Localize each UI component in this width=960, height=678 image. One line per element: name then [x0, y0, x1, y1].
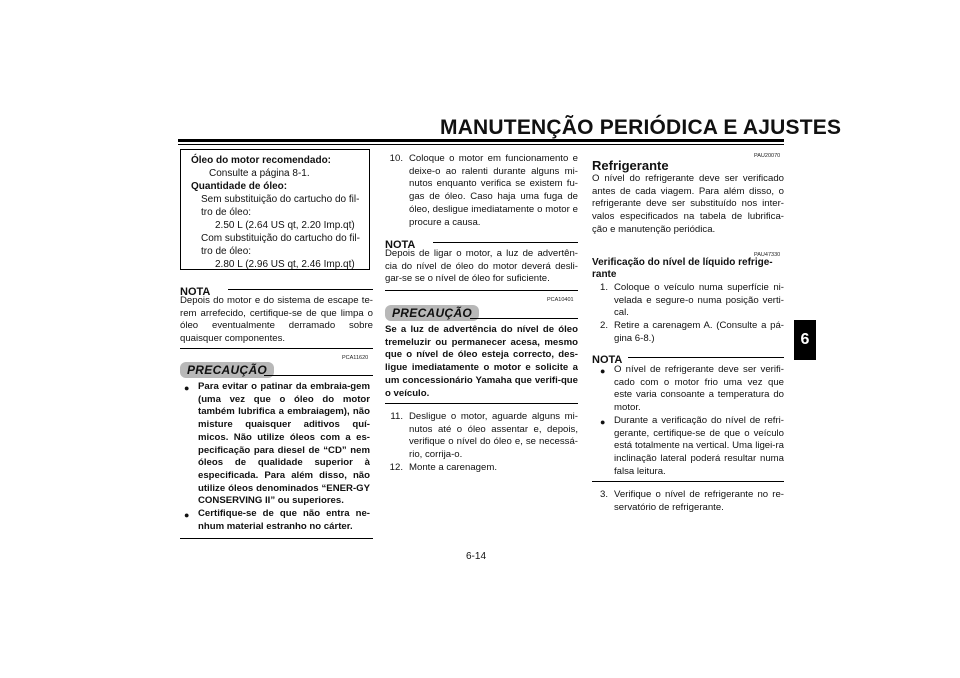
- step-item: [592, 320, 784, 345]
- text-line: óleo eventualmente derramado sobre: [180, 320, 373, 332]
- step-text: Retire a carenagem A. (Consulte a pá-gina 6-8.): [614, 320, 784, 344]
- step-text: Verifique o nível de refrigerante no re-servatório de refrigerante.: [614, 489, 784, 513]
- nota-label: NOTA: [592, 354, 623, 366]
- spec-value: tro de óleo:: [201, 207, 252, 218]
- bullet-text: O nível de refrigerante deve ser verifi-cado com o motor frio uma vez que este varia consoante a temperatura do motor.: [614, 364, 784, 414]
- step-number: 3.: [599, 489, 608, 500]
- caution-rule: [470, 318, 578, 319]
- header-rule-thin: [178, 144, 784, 145]
- bullet-text: Certifique-se de que não entra ne-nhum material estranho no cárter.: [198, 508, 370, 532]
- text-line: Depois do motor e do sistema de escape te-: [180, 295, 373, 306]
- step-number: 2.: [599, 320, 608, 331]
- caution-badge: PRECAUÇÃO: [180, 362, 274, 378]
- caution-code: PCA11620: [342, 355, 369, 361]
- nota-rule: [628, 357, 784, 358]
- step-text: Desligue o motor, aguarde alguns mi-nutos até o óleo assentar e, depois, verifique o nível do óleo e, se necessá-rio, corrija-o.: [409, 411, 578, 461]
- divider: [180, 538, 373, 539]
- step-number: 1.: [599, 282, 608, 293]
- step-item: [385, 411, 578, 462]
- chapter-tab: 6: [794, 320, 816, 360]
- nota-bullet: [600, 415, 784, 479]
- divider: [180, 348, 373, 349]
- bullet-icon: ●: [184, 383, 190, 393]
- caution-rule: [264, 375, 373, 376]
- page-title: MANUTENÇÃO PERIÓDICA E AJUSTES: [440, 116, 842, 139]
- nota-text: Depois de ligar o motor, a luz de advertên-cia do nível de óleo do motor deverá desli-gar-se se o nível de óleo for suficiente.: [385, 248, 578, 285]
- spec-value: Sem substituição do cartucho do fil-: [201, 194, 360, 205]
- spec-heading-oil: Óleo do motor recomendado:: [191, 155, 332, 166]
- header-rule: [178, 139, 784, 142]
- bullet-text: Para evitar o patinar da embraia-gem (uma vez que o óleo do motor também lubrifica a embraiagem), não misture quaisquer aditivos quí-micos. Não utilize óleos com a es-pecificação para diesel de “CD” nem óleos de qualidade superior à especificada. Para além disso, não utilize óleos denominados “ENER-GY CONSERVING II” ou superiores.: [198, 381, 370, 507]
- nota-label: NOTA: [180, 286, 211, 298]
- step-number: 10.: [389, 153, 403, 164]
- divider: [592, 481, 784, 482]
- step-item: [385, 153, 578, 229]
- step-number: 11.: [390, 411, 403, 422]
- divider: [385, 403, 578, 404]
- caution-text: Se a luz de advertência do nível de óleo tremeluzir ou permanecer acesa, mesmo que o nível de óleo esteja correcto, des-ligue imediatamente o motor e solicite a um concessionário Yamaha que verifi-que o veículo.: [385, 324, 578, 399]
- spec-value: Com substituição do cartucho do fil-: [201, 233, 360, 244]
- bullet-icon: ●: [600, 417, 606, 427]
- caution-badge: PRECAUÇÃO: [385, 305, 479, 321]
- nota-label: NOTA: [385, 239, 416, 251]
- step-item: [592, 489, 784, 514]
- oil-spec-box: [180, 149, 370, 270]
- nota-rule: [433, 242, 578, 243]
- page-number: 6-14: [466, 551, 487, 562]
- text-line: rem arrefecido, certifique-se de que limpa o: [180, 307, 373, 319]
- spec-value: 2.50 L (2.64 US qt, 2.20 Imp.qt): [215, 220, 355, 231]
- section-code: PAU47330: [754, 252, 781, 258]
- spec-heading-quantity: Quantidade de óleo:: [191, 181, 288, 192]
- nota-text: [180, 295, 373, 346]
- step-text: Coloque o motor em funcionamento e deixe-o ao ralenti durante alguns mi-nutos enquanto verifica se existem fu-gas de óleo. Caso haja uma fuga de óleo, desligue imediatamente o motor e procure a causa.: [409, 153, 578, 228]
- section-code: PAU20070: [754, 153, 781, 159]
- caution-code: PCA10401: [547, 297, 574, 303]
- bullet-icon: ●: [600, 366, 606, 376]
- step-number: 12.: [389, 462, 403, 473]
- spec-value: 2.80 L (2.96 US qt, 2.46 Imp.qt): [215, 259, 355, 270]
- step-text: Coloque o veículo numa superfície ni-velada e segure-o numa posição verti-cal.: [614, 282, 784, 319]
- spec-value: tro de óleo:: [201, 246, 252, 257]
- divider: [385, 290, 578, 291]
- text-line: quaisquer componentes.: [180, 333, 286, 345]
- step-item: [385, 462, 578, 475]
- nota-rule: [228, 289, 373, 290]
- caution-bullet: [184, 381, 373, 508]
- subsection-title: Verificação do nível de líquido refrige-rante: [592, 257, 773, 280]
- nota-bullet: [600, 364, 784, 415]
- step-item: [592, 282, 784, 320]
- spec-value: Consulte a página 8-1.: [209, 168, 310, 179]
- caution-bullet: [184, 508, 373, 533]
- section-title: Refrigerante: [592, 158, 669, 173]
- section-intro: O nível do refrigerante deve ser verificado antes de cada viagem. Para além disso, o refrigerante deve ser substituído nos inter-valos especificados na tabela de lubrifica-ção e manutenção periódica.: [592, 173, 784, 235]
- bullet-icon: ●: [184, 510, 190, 520]
- step-text: Monte a carenagem.: [409, 462, 497, 473]
- bullet-text: Durante a verificação do nível de refri-gerante, certifique-se de que o veículo está totalmente na vertical. Uma ligei-ra inclinação lateral poderá resultar numa falsa leitura.: [614, 415, 784, 477]
